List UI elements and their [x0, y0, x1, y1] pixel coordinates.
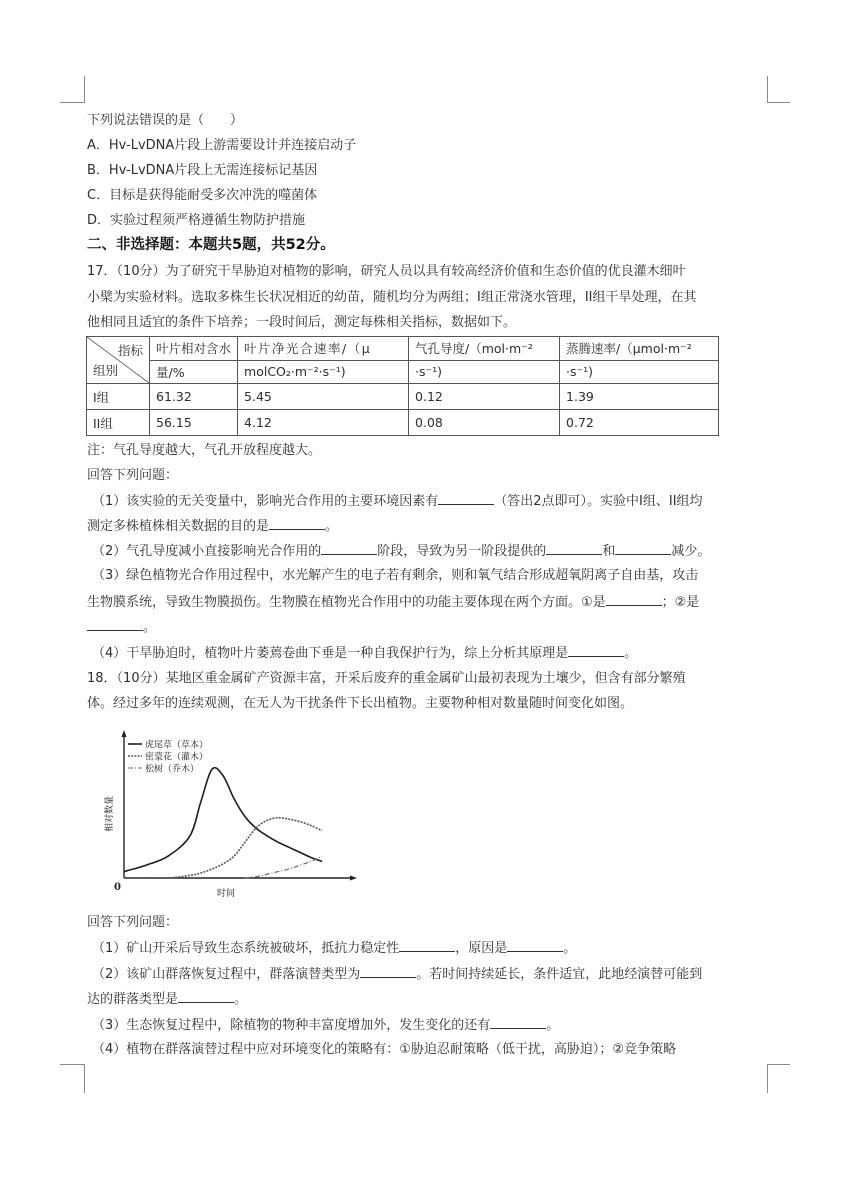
answer-blank[interactable] — [321, 542, 377, 555]
q17-intro-line-2: 小檗为实验材料。选取多株生长状况相近的幼苗，随机均分为两组；I组正常浇水管理，II组干旱处理，在其 — [87, 290, 697, 305]
table-header-row-2 — [87, 360, 719, 384]
table-row — [87, 384, 719, 410]
q16-option-a: A．Hv-LvDNA片段上游需要设计并连接启动子 — [87, 138, 357, 153]
q17-note: 注：气孔导度越大，气孔开放程度越大。 — [87, 443, 322, 458]
cell-value: 0.12 — [409, 384, 560, 410]
header-water-content-2: 量/% — [150, 360, 238, 384]
corner-label-indicator: 指标 — [117, 343, 143, 358]
answer-blank[interactable] — [490, 1016, 546, 1029]
crop-mark-top-right — [767, 76, 790, 103]
crop-mark-top-left — [60, 76, 85, 103]
q18-sub-3: （3）生态恢复过程中，除植物的物种丰富度增加外，发生变化的还有 。 — [92, 1018, 560, 1033]
q17-sub-3-line-3: 。 — [87, 618, 156, 637]
q18-sub-1: （1）矿山开采后导致生态系统被破坏，抵抗力稳定性 ，原因是 。 — [92, 941, 577, 956]
answer-blank[interactable] — [568, 644, 624, 657]
header-stomatal-1: 气孔导度/（mol·m⁻² — [409, 337, 560, 361]
row-group-label: II组 — [87, 410, 150, 436]
q17-sub-2: （2）气孔导度减小直接影响光合作用的 阶段，导致为另一阶段提供的 和 减少。 — [92, 544, 711, 559]
corner-label-group: 组别 — [93, 363, 119, 378]
crop-mark-bottom-right — [767, 1064, 790, 1093]
q17-intro-line-1: 17．（10分）为了研究干旱胁迫对植物的影响，研究人员以具有较高经济价值和生态价值的优良灌木细叶 — [87, 264, 686, 279]
series-line-3 — [245, 856, 322, 878]
cell-value: 1.39 — [560, 384, 719, 410]
legend-label-3: 松树（乔木） — [145, 764, 200, 775]
cell-value: 61.32 — [150, 384, 238, 410]
answer-blank[interactable] — [360, 965, 416, 978]
q17-sub-1-line-2: 测定多株植株相关数据的目的是 。 — [87, 519, 339, 534]
q16-option-d: D．实验过程须严格遵循生物防护措施 — [87, 213, 306, 228]
q17-sub-3-line-2: 生物膜系统，导致生物膜损伤。生物膜在植物光合作用中的功能主要体现在两个方面。①是 ；②是 — [87, 595, 700, 610]
q17-answer-prompt: 回答下列问题： — [87, 468, 179, 483]
q16-stem: 下列说法错误的是（ ） — [87, 113, 244, 128]
q18-sub-2: （2）该矿山群落恢复过程中，群落演替类型为 。若时间持续延长，条件适宜，此地经演替可能到 — [92, 967, 703, 982]
q17-sub-1: （1）该实验的无关变量中，影响光合作用的主要环境因素有 （答出2点即可）。实验中I组、II组均 — [92, 494, 703, 509]
q16-option-b: B．Hv-LvDNA片段上无需连接标记基因 — [87, 163, 318, 178]
origin-label: 0 — [114, 882, 121, 893]
table-corner-cell — [87, 337, 150, 384]
row-group-label: I组 — [87, 384, 150, 410]
cell-value: 0.72 — [560, 410, 719, 436]
q18-sub-4: （4）植物在群落演替过程中应对环境变化的策略有：①胁迫忍耐策略（低干扰，高胁迫）；②竞争策略 — [92, 1042, 677, 1057]
q18-answer-prompt: 回答下列问题： — [87, 915, 179, 930]
q17-sub-3: （3）绿色植物光合作用过程中，水光解产生的电子若有剩余，则和氧气结合形成超氧阴离子自由基，攻击 — [92, 568, 699, 583]
legend-label-2: 密蒙花（灌木） — [145, 752, 209, 763]
answer-blank[interactable] — [606, 593, 662, 606]
cell-value: 4.12 — [238, 410, 409, 436]
header-stomatal-2: ·s⁻¹) — [409, 360, 560, 384]
q18-intro-line-2: 体。经过多年的连续观测，在无人为干扰条件下长出植物。主要物种相对数量随时间变化如图。 — [87, 696, 634, 711]
section-2-heading: 二、非选择题：本题共5题，共52分。 — [87, 237, 335, 253]
answer-blank[interactable] — [269, 517, 325, 530]
succession-chart — [100, 728, 360, 900]
answer-blank[interactable] — [615, 542, 671, 555]
crop-mark-bottom-left — [60, 1064, 85, 1093]
y-axis-label: 相对数量 — [105, 795, 115, 833]
header-transpiration-1: 蒸腾速率/（μmol·m⁻² — [560, 337, 719, 361]
q18-intro-line-1: 18．（10分）某地区重金属矿产资源丰富，开采后废弃的重金属矿山最初表现为土壤少，但含有部分繁殖 — [87, 671, 686, 686]
answer-blank[interactable] — [87, 618, 143, 631]
q18-sub-2-line-2: 达的群落类型是 。 — [87, 992, 248, 1007]
y-axis-arrow-icon — [122, 730, 127, 737]
q17-intro-line-3: 他相同且适宜的条件下培养；一段时间后，测定每株相关指标，数据如下。 — [87, 315, 517, 330]
table-header-row — [87, 337, 719, 361]
chart-legend — [128, 739, 208, 775]
answer-blank[interactable] — [399, 939, 455, 952]
table-row — [87, 410, 719, 436]
cell-value: 5.45 — [238, 384, 409, 410]
legend-label-1: 虎尾草（草本） — [145, 740, 209, 751]
q16-option-c: C．目标是获得能耐受多次冲洗的噬菌体 — [87, 188, 318, 203]
q17-data-table — [86, 336, 719, 436]
chart-series — [124, 768, 322, 878]
answer-blank[interactable] — [178, 990, 234, 1003]
q17-sub-4: （4）干旱胁迫时，植物叶片萎蔫卷曲下垂是一种自我保护行为，综上分析其原理是 。 — [92, 646, 638, 661]
header-photosynthesis-1: 叶片净光合速率/（μ — [238, 337, 409, 361]
answer-blank[interactable] — [438, 492, 494, 505]
x-axis-label: 时间 — [216, 889, 236, 899]
header-photosynthesis-2: molCO₂·m⁻²·s⁻¹) — [238, 360, 409, 384]
cell-value: 56.15 — [150, 410, 238, 436]
cell-value: 0.08 — [409, 410, 560, 436]
answer-blank[interactable] — [507, 939, 563, 952]
header-water-content-1: 叶片相对含水 — [150, 337, 238, 361]
header-transpiration-2: ·s⁻¹) — [560, 360, 719, 384]
answer-blank[interactable] — [546, 542, 602, 555]
x-axis-arrow-icon — [350, 876, 357, 881]
